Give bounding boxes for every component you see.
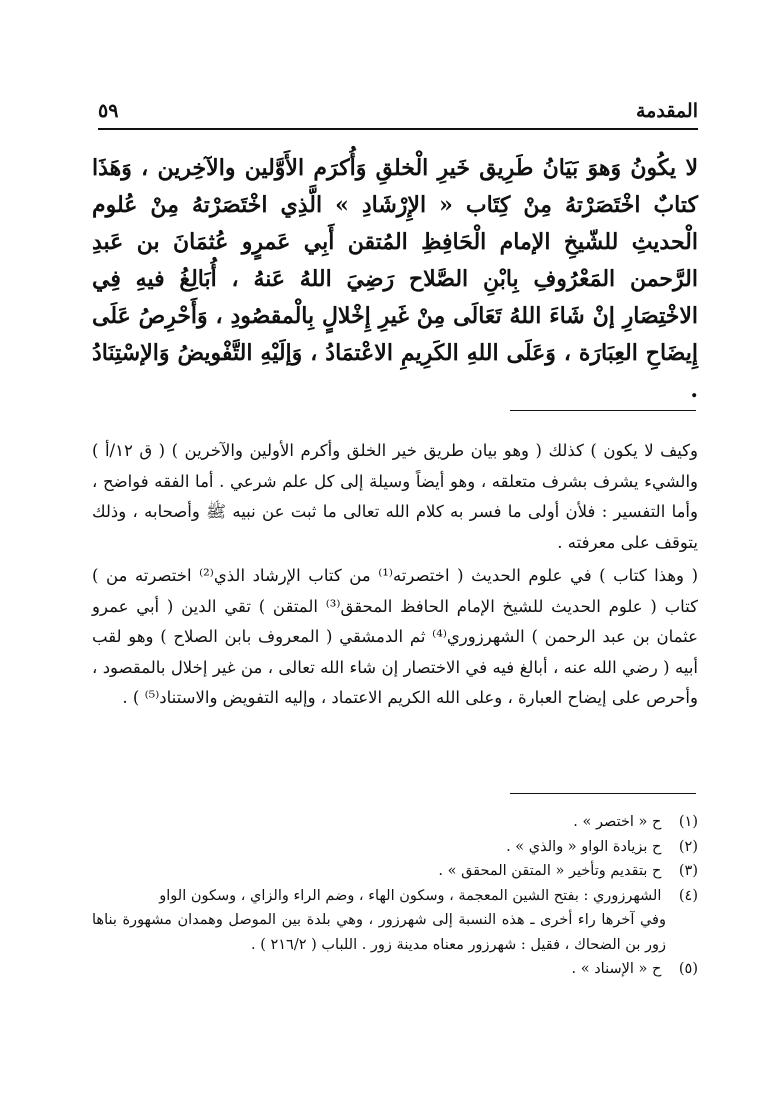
header-rule [98, 128, 698, 130]
commentary-paragraph-1: وكيف لا يكون ) كذلك ( وهو بيان طريق خير الخلق وأكرم الأولين والآخرين ) ( ق ١٢/أ ) والشيء يشرف بشرف متعلقه ، وهو أيضاً وسيلة إلى كل علم شرعي . أما الفقه فواضح ، وأما التفسير : فلأن أولى ما فسر به كلام الله تعالى ما ثبت عن نبيه ﷺ وأصحابه ، وذلك يتوقف على معرفته . [92, 441, 698, 552]
footnote-separator [510, 793, 696, 794]
footnote-text: ح بتقديم وتأخير « المتقن المحقق » . [438, 863, 662, 879]
footnote-text: ح « الإسناد » . [571, 961, 662, 977]
footnote-continuation: وفي آخرها راء أخرى ـ هذه النسبة إلى شهرزور ، وهي بلدة بين الموصل وهمدان مشهورة بناها زور بن الضحاك ، فقيل : شهرزور معناه مدينة زور . اللباب ( ٢١٦/٢ ) . [92, 912, 666, 953]
footnote-item [92, 859, 698, 884]
separator-rule [510, 410, 696, 411]
footnotes-block [92, 810, 698, 982]
main-text: لا يكُونُ وَهوَ بَيَانُ طَرِيق خَيرِ الْخلقِ وَأُكرَم الأَوَّلين والآخِرين ، وَهَذَا كتابٌ اخْتَصَرْتهُ مِنْ كِتَاب « الإِرْشَادِ » الَّذِي اخْتَصَرْتهُ مِنْ عُلوم الْحديثِ للشّيخِ الإمام الْحَافِظِ المُتقن أَبِي عَمرٍو عُثمَانَ بن عَبدِ الرَّحمن المَعْرُوفِ بِابْنِ الصَّلاح رَضِيَ اللهُ عَنهُ ، أُبَالِغُ فيهِ فِي الاخْتِصَارِ إنْ شَاءَ اللهُ تَعَالَى مِنْ غَيرِ إِخْلالٍ بِالْمقصُودِ ، وَأَحْرِصُ عَلَى إِيضَاحِ العِبَارَة ، وَعَلَى اللهِ الكَرِيمِ الاعْتمَادُ ، وَإلَيْهِ التَّفْويضُ وَالإسْتِنَادُ . [92, 155, 698, 403]
footnote-number: (٤) [678, 887, 698, 904]
commentary-block [92, 436, 698, 717]
footnote-item [92, 957, 698, 982]
footnote-text: ح بزيادة الواو « والذي » . [506, 838, 662, 855]
footnote-item [92, 810, 698, 835]
chapter-title: المقدمة [635, 100, 698, 122]
footnote-number: (٥) [678, 961, 698, 977]
footnote-number: (١) [678, 814, 698, 830]
page-number: ٥٩ [98, 100, 119, 122]
footnote-text: الشهرزوري : بفتح الشين المعجمة ، وسكون الهاء ، وضم الراء والزاي ، وسكون الواو [159, 887, 662, 904]
footnote-item [92, 884, 698, 909]
footnote-number: (٢) [678, 838, 698, 855]
footnote-number: (٣) [678, 863, 698, 879]
footnote-item [92, 835, 698, 860]
commentary-paragraph-2: ( وهذا كتاب ) في علوم الحديث ( اختصرته⁽¹⁾ من كتاب الإرشاد الذي⁽²⁾ اختصرته من ) كتاب ( علوم الحديث للشيخ الإمام الحافظ المحقق⁽³⁾ المتقن ) تقي الدين ( أبي عمرو عثمان بن عبد الرحمن ) الشهرزوري⁽⁴⁾ ثم الدمشقي ( المعروف بابن الصلاح ) وهو لقب أبيه ( رضي الله عنه ، أبالغ فيه في الاختصار إن شاء الله تعالى ، من غير إخلال بالمقصود ، وأحرص على إيضاح العبارة ، وعلى الله الكريم الاعتماد ، وإليه التفويض والاستناد⁽⁵⁾ ) . [92, 566, 699, 707]
page-header [98, 100, 698, 136]
footnote-text: ح « اختصر » . [573, 814, 662, 830]
main-text-block [92, 150, 698, 409]
